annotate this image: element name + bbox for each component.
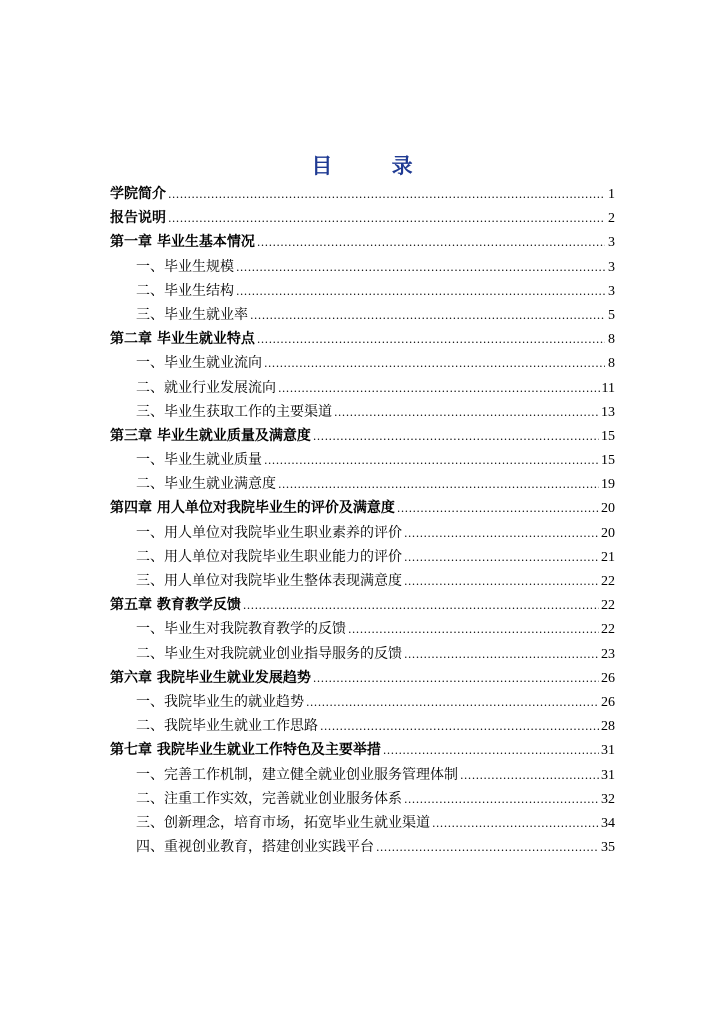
toc-chapter-entry[interactable]: [110, 593, 615, 617]
toc-entry-title: 三、毕业生就业率: [136, 306, 248, 323]
toc-page-number: 23: [601, 646, 615, 662]
toc-entry-title: 一、毕业生就业流向: [136, 355, 262, 372]
toc-section-entry[interactable]: [110, 448, 615, 472]
toc-chapter-entry[interactable]: [110, 230, 615, 254]
toc-entry-title: 第六章 我院毕业生就业发展趋势: [110, 669, 311, 686]
toc-leader-dots: [264, 352, 605, 376]
toc-chapter-entry[interactable]: [110, 206, 615, 230]
toc-page-number: 21: [601, 549, 615, 565]
toc-section-entry[interactable]: [110, 303, 615, 327]
toc-leader-dots: [404, 546, 599, 570]
toc-leader-dots: [404, 788, 599, 812]
toc-page-number: 35: [601, 840, 615, 856]
toc-page-number: 20: [601, 525, 615, 541]
toc-leader-dots: [250, 304, 605, 328]
toc-leader-dots: [404, 522, 599, 546]
toc-leader-dots: [404, 643, 599, 667]
toc-entry-title: 三、创新理念，培育市场，拓宽毕业生就业渠道: [136, 814, 430, 831]
toc-section-entry[interactable]: [110, 642, 615, 666]
toc-page-number: 22: [601, 622, 615, 638]
toc-leader-dots: [313, 667, 599, 691]
toc-section-entry[interactable]: [110, 617, 615, 641]
toc-entry-title: 第三章 毕业生就业质量及满意度: [110, 427, 311, 444]
toc-leader-dots: [348, 618, 599, 642]
toc-page-number: 34: [601, 815, 615, 831]
toc-leader-dots: [257, 328, 605, 352]
toc-chapter-entry[interactable]: [110, 496, 615, 520]
toc-page-number: 15: [601, 453, 615, 469]
toc-section-entry[interactable]: [110, 811, 615, 835]
toc-leader-dots: [397, 497, 599, 521]
toc-entry-title: 第四章 用人单位对我院毕业生的评价及满意度: [110, 500, 395, 517]
toc-page-number: 31: [601, 743, 615, 759]
toc-leader-dots: [432, 812, 599, 836]
toc-page-number: 20: [601, 501, 615, 517]
toc-entry-title: 学院简介: [110, 186, 166, 202]
toc-leader-dots: [168, 207, 605, 231]
toc-leader-dots: [278, 473, 599, 497]
toc-entry-title: 第五章 教育教学反馈: [110, 597, 241, 614]
toc-section-entry[interactable]: [110, 545, 615, 569]
toc-chapter-entry[interactable]: [110, 327, 615, 351]
toc-entry-title: 二、我院毕业生就业工作思路: [136, 718, 318, 735]
toc-leader-dots: [404, 570, 599, 594]
toc-page-number: 26: [601, 670, 615, 686]
toc-entry-title: 二、毕业生对我院就业创业指导服务的反馈: [136, 645, 402, 662]
toc-chapter-entry[interactable]: [110, 738, 615, 762]
toc-section-entry[interactable]: [110, 351, 615, 375]
toc-entry-title: 二、毕业生结构: [136, 282, 234, 299]
toc-section-entry[interactable]: [110, 569, 615, 593]
toc-page-number: 19: [601, 477, 615, 493]
toc-entry-title: 四、重视创业教育，搭建创业实践平台: [136, 839, 374, 856]
toc-page-number: 32: [601, 791, 615, 807]
toc-section-entry[interactable]: [110, 787, 615, 811]
toc-entry-title: 一、毕业生规模: [136, 258, 234, 275]
toc-entry-title: 一、毕业生对我院教育教学的反馈: [136, 621, 346, 638]
toc-section-entry[interactable]: [110, 279, 615, 303]
toc-page-number: 1: [608, 187, 615, 202]
toc-page-number: 22: [601, 598, 615, 614]
toc-leader-dots: [243, 594, 599, 618]
toc-page-number: 5: [608, 307, 615, 323]
toc-section-entry[interactable]: [110, 763, 615, 787]
toc-entry-title: 二、就业行业发展流向: [136, 379, 276, 396]
toc-page-number: 28: [601, 719, 615, 735]
toc-entry-title: 第二章 毕业生就业特点: [110, 331, 255, 348]
toc-chapter-entry[interactable]: [110, 182, 615, 206]
toc-section-entry[interactable]: [110, 472, 615, 496]
toc-leader-dots: [334, 401, 599, 425]
toc-leader-dots: [236, 280, 605, 304]
toc-entry-title: 二、毕业生就业满意度: [136, 476, 276, 493]
toc-section-entry[interactable]: [110, 255, 615, 279]
toc-entry-title: 第一章 毕业生基本情况: [110, 234, 255, 251]
toc-page-number: 11: [601, 380, 615, 396]
toc-entry-title: 报告说明: [110, 210, 166, 227]
toc-page-number: 3: [608, 259, 615, 275]
toc-leader-dots: [257, 231, 605, 255]
toc-entry-title: 三、毕业生获取工作的主要渠道: [136, 403, 332, 420]
toc-leader-dots: [264, 449, 599, 473]
toc-page-number: 8: [608, 356, 615, 372]
toc-page-number: 2: [608, 211, 615, 227]
toc-section-entry[interactable]: [110, 521, 615, 545]
toc-entry-title: 第七章 我院毕业生就业工作特色及主要举措: [110, 742, 381, 759]
toc-entry-title: 一、完善工作机制，建立健全就业创业服务管理体制: [136, 766, 458, 783]
toc-leader-dots: [168, 183, 605, 207]
toc-leader-dots: [313, 425, 599, 449]
toc-entry-title: 二、注重工作实效，完善就业创业服务体系: [136, 790, 402, 807]
toc-section-entry[interactable]: [110, 376, 615, 400]
toc-leader-dots: [236, 256, 605, 280]
toc-entry-title: 一、毕业生就业质量: [136, 452, 262, 469]
toc-leader-dots: [306, 691, 599, 715]
toc-page-number: 3: [608, 283, 615, 299]
toc-entry-title: 三、用人单位对我院毕业生整体表现满意度: [136, 573, 402, 589]
toc-leader-dots: [278, 377, 600, 401]
toc-section-entry[interactable]: [110, 400, 615, 424]
toc-leader-dots: [320, 715, 599, 739]
toc-page-number: 31: [601, 767, 615, 783]
toc-leader-dots: [383, 739, 599, 763]
toc-leader-dots: [460, 764, 599, 788]
toc-entry-title: 一、用人单位对我院毕业生职业素养的评价: [136, 524, 402, 541]
toc-list: [110, 182, 615, 859]
toc-entry-title: 一、我院毕业生的就业趋势: [136, 693, 304, 710]
toc-title: 目 录: [311, 154, 439, 178]
toc-entry-title: 二、用人单位对我院毕业生职业能力的评价: [136, 548, 402, 565]
toc-page-number: 13: [601, 404, 615, 420]
toc-chapter-entry[interactable]: [110, 666, 615, 690]
toc-chapter-entry[interactable]: [110, 424, 615, 448]
toc-page-number: 26: [601, 694, 615, 710]
toc-page-number: 15: [601, 428, 615, 444]
toc-leader-dots: [376, 836, 599, 860]
toc-section-entry[interactable]: [110, 835, 615, 859]
toc-section-entry[interactable]: [110, 690, 615, 714]
toc-page-number: 22: [601, 574, 615, 589]
toc-page-number: 3: [608, 235, 615, 251]
toc-section-entry[interactable]: [110, 714, 615, 738]
toc-page-number: 8: [608, 332, 615, 348]
